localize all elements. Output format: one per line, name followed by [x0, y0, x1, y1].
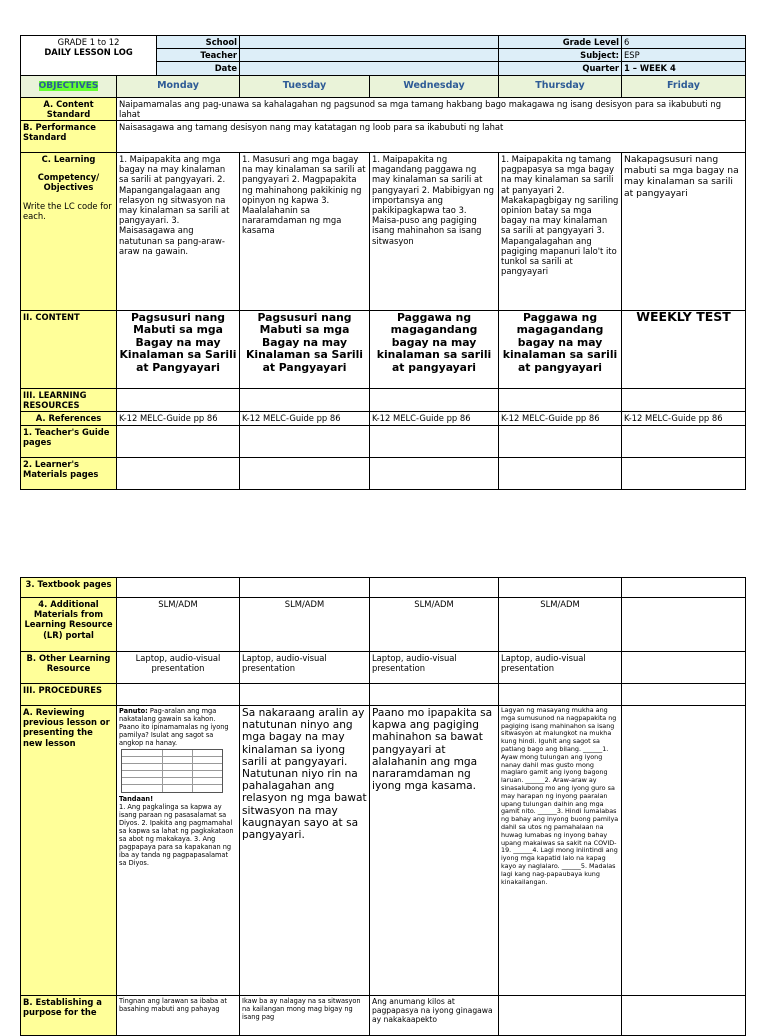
- review-tuesday: Sa nakaraang aralin ay natutunan ninyo ang mga bagay na may kinalaman sa iyong sarili at pangyayari. Natutunan niyo rin na pahalagahan ang relasyon ng mga bawat sitwasyon na may kaugnayan sayo at sa pangyayari.: [240, 706, 370, 996]
- performance-standard-text: Naisasagawa ang tamang desisyon nang may katatagan ng loob para sa ikabubuti ng lahat: [117, 121, 746, 153]
- school-value[interactable]: [240, 36, 499, 49]
- slm-thursday: SLM/ADM: [499, 598, 622, 652]
- lc-wednesday: 1. Maipapakita ng magandang paggawa ng may kinalaman sa sarili at pangyayari 2. Mabibigyan ng importansya ang pakikipagkapwa tao 3. Maisa-puso ang pagiging isang mahinahon sa isang sitwasyon: [370, 153, 499, 311]
- teachers-guide-label: 1. Teacher's Guide pages: [21, 425, 117, 457]
- ref-thursday: K-12 MELC-Guide pp 86: [499, 412, 622, 425]
- performance-standard-label: B. Performance Standard: [21, 121, 117, 153]
- estab-wednesday: Ang anumang kilos at pagpapasya na iyong ginagawa ay nakakaapekto: [370, 996, 499, 1036]
- teacher-label: Teacher: [157, 49, 240, 62]
- other-wednesday: Laptop, audio-visual presentation: [370, 652, 499, 684]
- review-thursday: Lagyan ng masayang mukha ang mga sumusunod na nagpapakita ng pagiging isang mahinahon sa isang sitwasyon at malungkot na mukha kung hindi. Iguhit ang sagot sa patlang bago ang bilang. ______1. Ayaw mong tulungan ang iyong nanay dahil mas gusto mong maglaro gamit ang iyong bagong laruan. ______2. Araw-araw ay sinasalubong mo ang iyong guro sa may harapan ng inyong paaralan upang tulungan dalhin ang mga gamit nito. ______3. Hindi lumalabas ng bahay ang inyong buong pamilya dahil sa utos ng pamahalaan na huwag lumabas ng inyong bahay upang makaiwas sa sakit na COVID-19. ______4. Lagi mong iniintindi ang iyong mga kapatid lalo na kapag kayo ay naglalaro. ______5. Madalas lagi kang nag-papaubaya kung kinakailangan.: [499, 706, 622, 996]
- lc-label-3: Write the LC code for each.: [23, 200, 112, 221]
- lc-label-2: Competency/ Objectives: [37, 172, 100, 193]
- ref-friday: K-12 MELC-Guide pp 86: [622, 412, 746, 425]
- quarter-value: 1 – WEEK 4: [622, 62, 746, 75]
- estab-monday: Tingnan ang larawan sa ibaba at basahing mabuti ang pahayag: [117, 996, 240, 1036]
- ref-monday: K-12 MELC-Guide pp 86: [117, 412, 240, 425]
- other-monday: Laptop, audio-visual presentation: [117, 652, 240, 684]
- content-standard-text: Naipamamalas ang pag-unawa sa kahalagahan ng pagsunod sa mga tamang hakbang bago makagawa ng isang desisyon para sa ikabubuti ng lahat: [117, 97, 746, 120]
- mini-table-image: [121, 749, 223, 793]
- content-tuesday: Pagsusuri nang Mabuti sa mga Bagay na may Kinalaman sa Sarili at Pangyayari: [240, 311, 370, 389]
- learners-materials-label: 2. Learner's Materials pages: [21, 457, 117, 489]
- panuto-label: Panuto:: [119, 707, 148, 715]
- content-friday: WEEKLY TEST: [622, 311, 746, 389]
- other-thursday: Laptop, audio-visual presentation: [499, 652, 622, 684]
- grade-line1: GRADE 1 to 12: [57, 37, 120, 47]
- review-wednesday: Paano mo ipapakita sa kapwa ang pagiging mahinahon sa bawat pangyayari at alalahanin ang mga nararamdaman ng iyong mga kasama.: [370, 706, 499, 996]
- date-label: Date: [157, 62, 240, 75]
- content-monday: Pagsusuri nang Mabuti sa mga Bagay na may Kinalaman sa Sarili at Pangyayari: [117, 311, 240, 389]
- panuto-text: Pag-aralan ang mga nakatalang gawain sa kahon. Paano ito ipinamamalas ng iyong pamilya? Isulat ang sagot sa angkop na hanay.: [119, 707, 229, 747]
- references-label: A. References: [21, 412, 117, 425]
- ref-wednesday: K-12 MELC-Guide pp 86: [370, 412, 499, 425]
- slm-wednesday: SLM/ADM: [370, 598, 499, 652]
- content-standard-label: A. Content Standard: [21, 97, 117, 120]
- textbook-label: 3. Textbook pages: [21, 578, 117, 598]
- quarter-label: Quarter: [499, 62, 622, 75]
- lc-friday: Nakapagsusuri nang mabuti sa mga bagay na may kinalaman sa sarili at pangyayari: [622, 153, 746, 311]
- grade-level-value: 6: [622, 36, 746, 49]
- slm-monday: SLM/ADM: [117, 598, 240, 652]
- lc-monday: 1. Maipapakita ang mga bagay na may kinalaman sa sarili at pangyayari. 2. Mapangangalagaan ang relasyon ng sitwasyon na may kinalaman sa sarili at pangyayari. 3. Maisasagawa ang natutunan sa pang-araw-araw na gawain.: [117, 153, 240, 311]
- grade-level-label: Grade Level: [499, 36, 622, 49]
- day-friday: Friday: [622, 75, 746, 97]
- content-thursday: Paggawa ng magagandang bagay na may kinalaman sa sarili at pangyayari: [499, 311, 622, 389]
- grade-title: [21, 36, 157, 76]
- establishing-label: B. Establishing a purpose for the: [21, 996, 117, 1036]
- review-monday: [117, 706, 240, 996]
- additional-materials-label: 4. Additional Materials from Learning Resource (LR) portal: [21, 598, 117, 652]
- lesson-log-table-1: [20, 35, 746, 490]
- grade-line2: DAILY LESSON LOG: [44, 47, 133, 58]
- subject-label: Subject:: [499, 49, 622, 62]
- objectives-cell: [21, 75, 117, 97]
- tandaan-list: 1. Ang pagkalinga sa kapwa ay isang paraan ng pasasalamat sa Diyos. 2. Ipakita ang pagmamahal sa kapwa sa lahat ng pagkakataon sa abot ng makakaya. 3. Ang pagpapaya para sa kapakanan ng iba ay tanda ng pagpapasalamat sa Diyos.: [119, 803, 234, 867]
- day-wednesday: Wednesday: [370, 75, 499, 97]
- content-label: II. CONTENT: [21, 311, 117, 389]
- day-tuesday: Tuesday: [240, 75, 370, 97]
- learning-competency-label: [21, 153, 117, 311]
- procedures-label: III. PROCEDURES: [21, 684, 117, 706]
- reviewing-label: A. Reviewing previous lesson or presenting the new lesson: [21, 706, 117, 996]
- other-tuesday: Laptop, audio-visual presentation: [240, 652, 370, 684]
- lc-tuesday: 1. Masusuri ang mga bagay na may kinalaman sa sarili at pangyayari 2. Magpapakita ng mahinahong pakikinig ng opinyon ng kapwa 3. Maalalahanin sa nararamdaman ng mga kasama: [240, 153, 370, 311]
- content-wednesday: Paggawa ng magagandang bagay na may kinalaman sa sarili at pangyayari: [370, 311, 499, 389]
- lesson-log-table-2: [20, 577, 746, 1036]
- estab-tuesday: Ikaw ba ay nalagay na sa sitwasyon na kailangan mong mag bigay ng isang pag: [240, 996, 370, 1036]
- lc-label-1: C. Learning: [41, 154, 96, 165]
- teacher-value[interactable]: [240, 49, 499, 62]
- day-monday: Monday: [117, 75, 240, 97]
- subject-value: ESP: [622, 49, 746, 62]
- slm-tuesday: SLM/ADM: [240, 598, 370, 652]
- objectives-label: OBJECTIVES: [38, 81, 99, 91]
- ref-tuesday: K-12 MELC-Guide pp 86: [240, 412, 370, 425]
- lc-thursday: 1. Maipapakita ng tamang pagpapasya sa mga bagay na may kinalaman sa sarili at panyayari 2. Makakapagbigay ng sariling opinion batay sa mga bagay na may kinalaman sa sarili at pangyayari 3. Mapangalagahan ang pagiging mapanuri lalo't ito tunkol sa sarili at pangyayari: [499, 153, 622, 311]
- school-label: School: [157, 36, 240, 49]
- date-value[interactable]: [240, 62, 499, 75]
- learning-resources-label: III. LEARNING RESOURCES: [21, 389, 117, 412]
- tandaan-label: Tandaan!: [119, 795, 154, 803]
- other-resource-label: B. Other Learning Resource: [21, 652, 117, 684]
- day-thursday: Thursday: [499, 75, 622, 97]
